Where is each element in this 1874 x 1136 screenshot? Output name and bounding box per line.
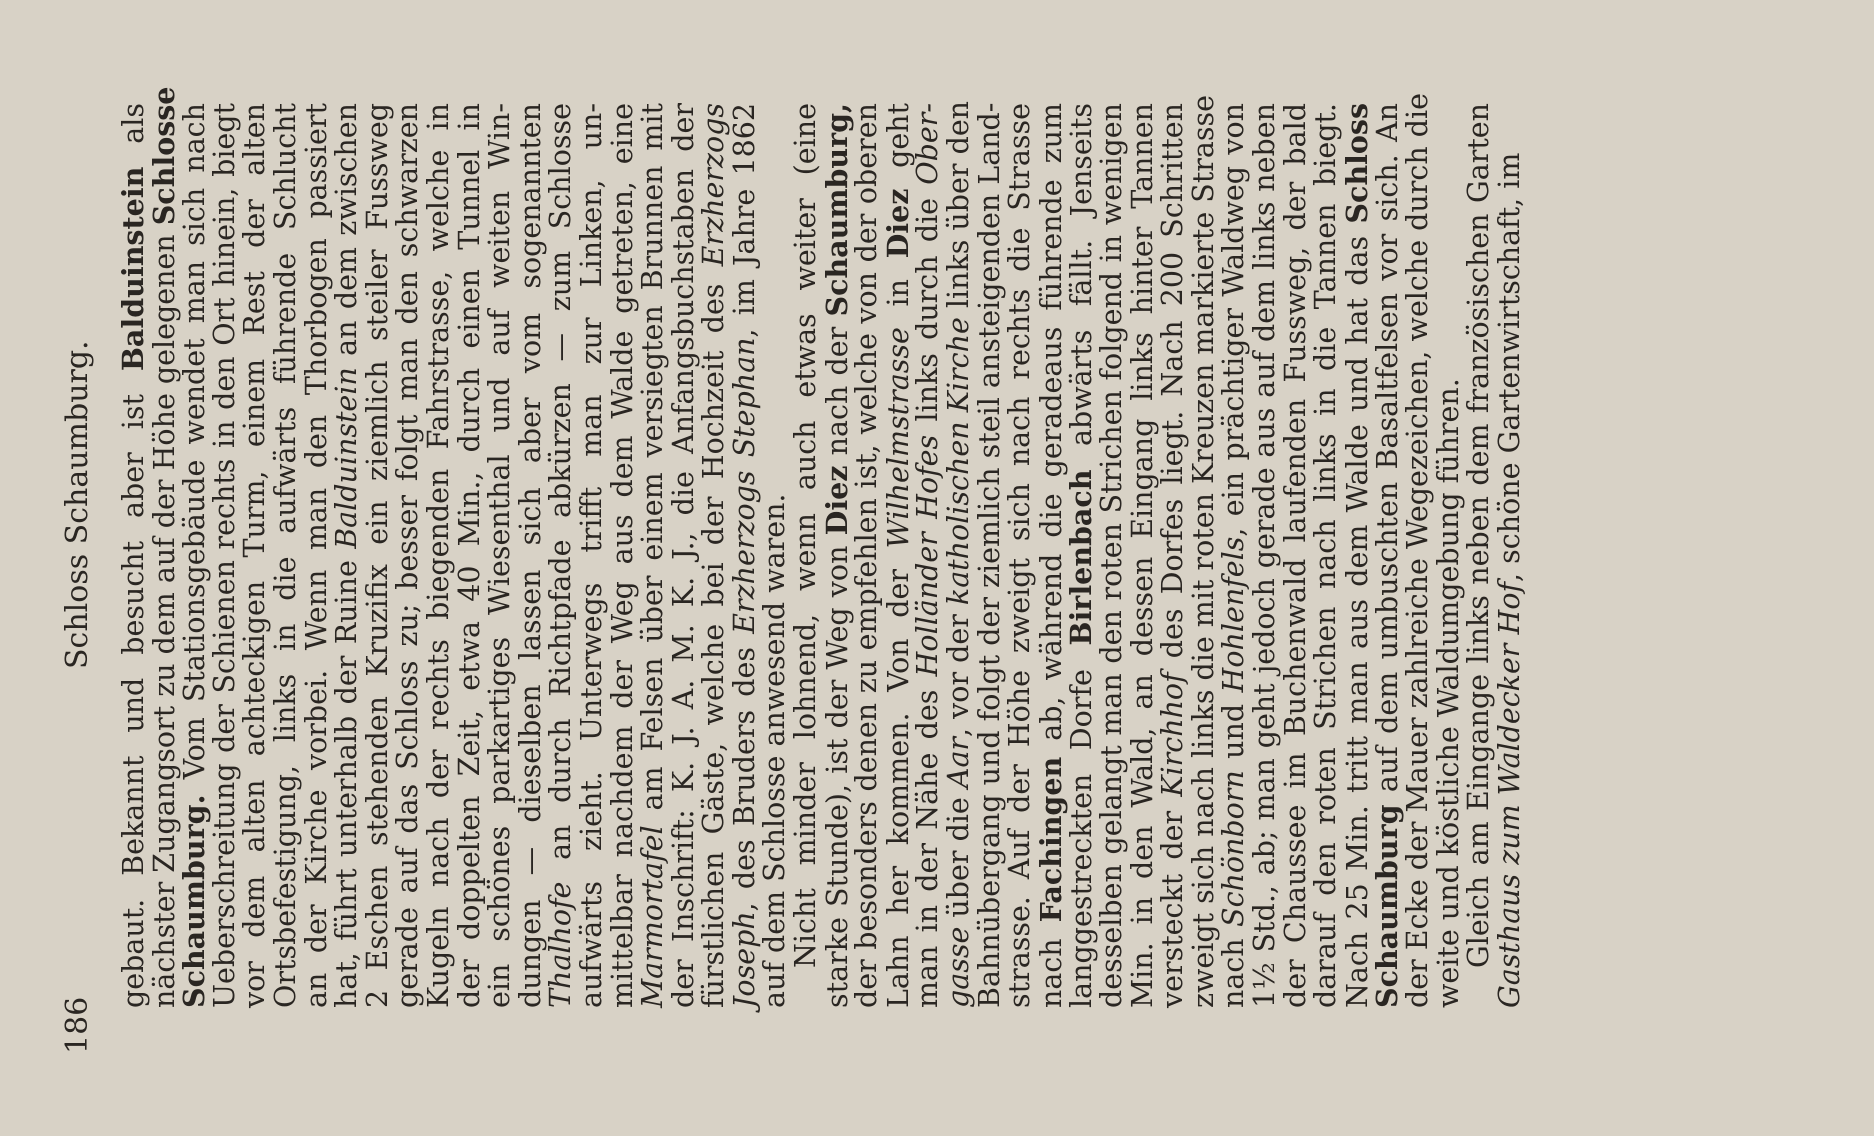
text-line <box>393 103 424 1008</box>
bold-text: Schaumburg. <box>177 794 212 1008</box>
text-run: gebaut. Bekannt und besucht aber ist <box>117 371 150 1008</box>
text-line <box>972 102 1006 1008</box>
text-run: an durch Richtpfade abkürzen — zum Schlosse <box>544 103 578 882</box>
text-run: der Inschrift: K. J. A. M. K. J., die Anfangsbuchstaben der <box>666 103 700 1008</box>
text-run: versteckt der <box>1156 796 1190 1008</box>
text-run: der Ecke der Mauer zahlreiche Wegezeichen, welche durch die <box>1400 93 1434 1008</box>
text-line <box>791 103 822 1008</box>
text-run: , ein prächtiger Waldweg von <box>1217 103 1251 537</box>
running-title: Schloss Schaumburg. <box>60 340 95 669</box>
text-run: links über den <box>942 100 976 318</box>
text-run: , schöne Gartenwirtschaft, im <box>1492 152 1526 582</box>
text-line <box>819 103 854 1008</box>
text-run: hat, führt unterhalb der Ruine <box>330 548 364 1008</box>
text-run: auf dem Schlosse anwesend waren. <box>758 493 792 1008</box>
italic-text: Holländer Hofes <box>911 434 945 677</box>
bold-text: Diez <box>880 188 915 259</box>
text-run: strasse. Auf der Höhe zweigt sich nach rechts die Strasse <box>1003 103 1037 1008</box>
text-run: der Chaussee im Buchenwald laufenden Fussweg, der bald <box>1278 103 1312 1008</box>
paragraph <box>1464 103 1525 1008</box>
text-run: und <box>1217 692 1251 771</box>
italic-text: Gasthaus zum Waldecker Hof <box>1492 581 1526 1008</box>
text-run: 2 Eschen stehenden Kruzifix ein ziemlich steiler Fussweg <box>360 103 394 1008</box>
text-run: Ueberschreitung der Schienen rechts in den Ort hinein, biegt <box>207 103 241 1008</box>
bold-text: Balduinstein <box>116 166 150 372</box>
italic-text: Ober- <box>911 102 945 185</box>
text-run: , im Jahre 1862 <box>727 103 761 338</box>
text-line <box>546 103 577 1008</box>
text-run: über die <box>942 788 976 927</box>
text-line <box>207 103 241 1008</box>
text-run: nach <box>1217 926 1251 1008</box>
bold-text: Schaumburg, <box>819 103 854 317</box>
text-run: desselben gelangt man den roten Strichen folgend in wenigen <box>1095 103 1128 1008</box>
text-line <box>727 103 761 1008</box>
text-line <box>699 103 730 1008</box>
text-line <box>1125 103 1159 1008</box>
text-line <box>605 103 639 1008</box>
bold-text: Schlosse <box>146 86 181 226</box>
italic-text: Erzherzogs Stephan <box>727 337 761 634</box>
paragraph <box>789 93 1465 1008</box>
text-run: dungen — dieselben lassen sich aber vom sogenannten <box>513 103 547 1008</box>
italic-text: katholischen Kirche <box>942 317 976 606</box>
bold-text: Schloss <box>1339 103 1374 224</box>
italic-text: Thalhofe <box>544 881 578 1008</box>
italic-text: Joseph <box>727 911 761 1008</box>
text-run: geht <box>881 103 915 189</box>
text-line <box>332 103 363 1008</box>
text-run: Nicht minder lohnend, wenn auch etwas weiter (eine <box>789 103 823 968</box>
italic-text: gasse <box>942 926 976 1008</box>
italic-text: Hohlenfels <box>1217 536 1251 693</box>
italic-text: Schönborn <box>1217 770 1251 927</box>
body-text <box>116 86 1526 1008</box>
text-line <box>1311 103 1342 1008</box>
text-line <box>118 103 149 1008</box>
text-line <box>299 103 333 1008</box>
text-line <box>421 103 455 1008</box>
text-line <box>360 103 394 1008</box>
bold-text: Fachingen <box>1033 756 1068 923</box>
text-run: ein schönes parkartiges Wiesenthal und auf weiten Win- <box>483 103 517 1008</box>
italic-text: Marmortafel <box>636 825 670 1008</box>
text-run: langgestreckten Dorfe <box>1065 645 1099 1008</box>
text-line <box>240 103 271 1008</box>
text-run: weite und köstliche Waldumgebung führen. <box>1431 378 1465 1008</box>
text-run: starke Stunde), ist der Weg von <box>820 535 854 1008</box>
text-run: abwärts fällt. Jenseits <box>1065 103 1099 470</box>
text-line <box>1431 103 1465 1008</box>
text-line <box>1400 93 1434 1008</box>
text-run: Kugeln nach der rechts biegenden Fahrstrasse, welche in <box>421 103 455 1008</box>
text-line <box>1219 103 1250 1008</box>
text-line <box>942 100 976 1008</box>
italic-text: Erzherzogs <box>697 103 731 267</box>
text-line <box>852 103 883 1008</box>
text-run: an dem zwischen <box>330 103 364 368</box>
text-line <box>760 103 791 1008</box>
text-line <box>638 103 669 1008</box>
text-line <box>1033 103 1068 1008</box>
text-run: der doppelten Zeit, etwa 40 Min., durch einen Tunnel in <box>452 103 486 1008</box>
text-line <box>1492 103 1526 1008</box>
text-run: ab, während die geradeaus führende zum <box>1034 103 1068 757</box>
text-line <box>1005 103 1036 1008</box>
italic-text: Balduinstein <box>330 367 364 549</box>
text-run: fürstlichen Gäste, welche bei der Hochzeit des <box>697 266 731 1008</box>
italic-text: Wilhelmstrasse <box>881 327 915 549</box>
text-line <box>880 103 915 1008</box>
text-run: am Felsen über einem versiegten Brunnen mit <box>636 103 670 826</box>
text-run: auf dem umbuschten Basaltfelsen vor sich. An <box>1371 103 1405 805</box>
text-line <box>666 103 700 1008</box>
text-run: nach <box>1034 922 1068 1008</box>
text-line <box>513 103 547 1008</box>
text-line <box>1186 94 1220 1008</box>
running-head <box>58 54 98 1054</box>
text-line <box>485 103 516 1008</box>
bold-text: Schaumburg <box>1370 804 1405 1008</box>
text-run: Nach 25 Min. tritt man aus dem Walde und hat das <box>1340 223 1374 1008</box>
text-run: als <box>117 103 150 167</box>
text-line <box>1097 103 1128 1008</box>
bold-text: Diez <box>819 465 854 536</box>
text-run: vor dem alten achteckigen Turm, einem Rest der alten <box>238 103 272 1008</box>
text-line <box>574 103 608 1008</box>
text-run: der besonders denen zu empfehlen ist, welche von der oberen <box>850 103 884 1008</box>
text-line <box>268 103 302 1008</box>
text-run: Gleich am Eingange links neben dem französischen Garten <box>1462 103 1496 968</box>
text-run: Lahn her kommen. Von der <box>881 548 915 1008</box>
text-line <box>146 86 181 1008</box>
text-run: an der Kirche vorbei. Wenn man den Thorbogen passiert <box>299 103 333 1008</box>
text-line <box>1372 103 1403 1008</box>
text-run: gerade auf das Schloss zu; besser folgt man den schwarzen <box>391 103 425 1008</box>
text-line <box>913 103 944 1008</box>
text-line <box>1464 103 1495 1008</box>
text-run: mittelbar nachdem der Weg aus dem Walde getreten, eine <box>605 103 639 1008</box>
text-run: Vom Stationsgebäude wendet man sich nach <box>178 103 212 795</box>
text-line <box>1158 103 1189 1008</box>
text-line <box>452 103 486 1008</box>
text-line <box>1278 103 1312 1008</box>
text-run: Ortsbefestigung, links in die aufwärts führende Schlucht <box>268 103 302 1008</box>
text-run: Min. in den Wald, an dessen Eingang links hinter Tannen <box>1125 103 1159 1008</box>
bold-text: Birlenbach <box>1064 469 1099 646</box>
text-run: darauf den roten Strichen nach links in die Tannen biegt. <box>1309 103 1343 1008</box>
text-run: , vor der <box>942 605 976 737</box>
text-run: Bahnübergang und folgt der ziemlich steil ansteigenden Land- <box>972 102 1006 1008</box>
text-run: zweigt sich nach links die mit roten Kreuzen markierte Strasse <box>1186 94 1220 1008</box>
paragraph <box>116 86 792 1008</box>
text-run: nach der <box>820 316 854 466</box>
text-run: links durch die <box>911 184 945 435</box>
italic-text: Aar <box>942 736 976 789</box>
text-run: des Dorfes liegt. Nach 200 Schritten <box>1156 102 1190 673</box>
page-number: 186 <box>60 996 95 1054</box>
text-line <box>1247 103 1281 1008</box>
text-line <box>1066 103 1097 1008</box>
text-run: nächster Zugangsort zu dem auf der Höhe gelegenen <box>147 225 181 1008</box>
text-run: aufwärts zieht. Unterwegs trifft man zur Linken, un- <box>574 103 608 1008</box>
italic-text: Kirchhof <box>1156 672 1190 797</box>
text-run: man in der Nähe des <box>911 676 945 1008</box>
text-run: 1½ Std., ab; man geht jedoch gerade aus auf dem links neben <box>1247 103 1281 1008</box>
text-run: in <box>881 258 915 328</box>
text-line <box>1339 103 1374 1008</box>
text-line <box>179 103 210 1008</box>
text-run: , des Bruders des <box>727 633 761 912</box>
